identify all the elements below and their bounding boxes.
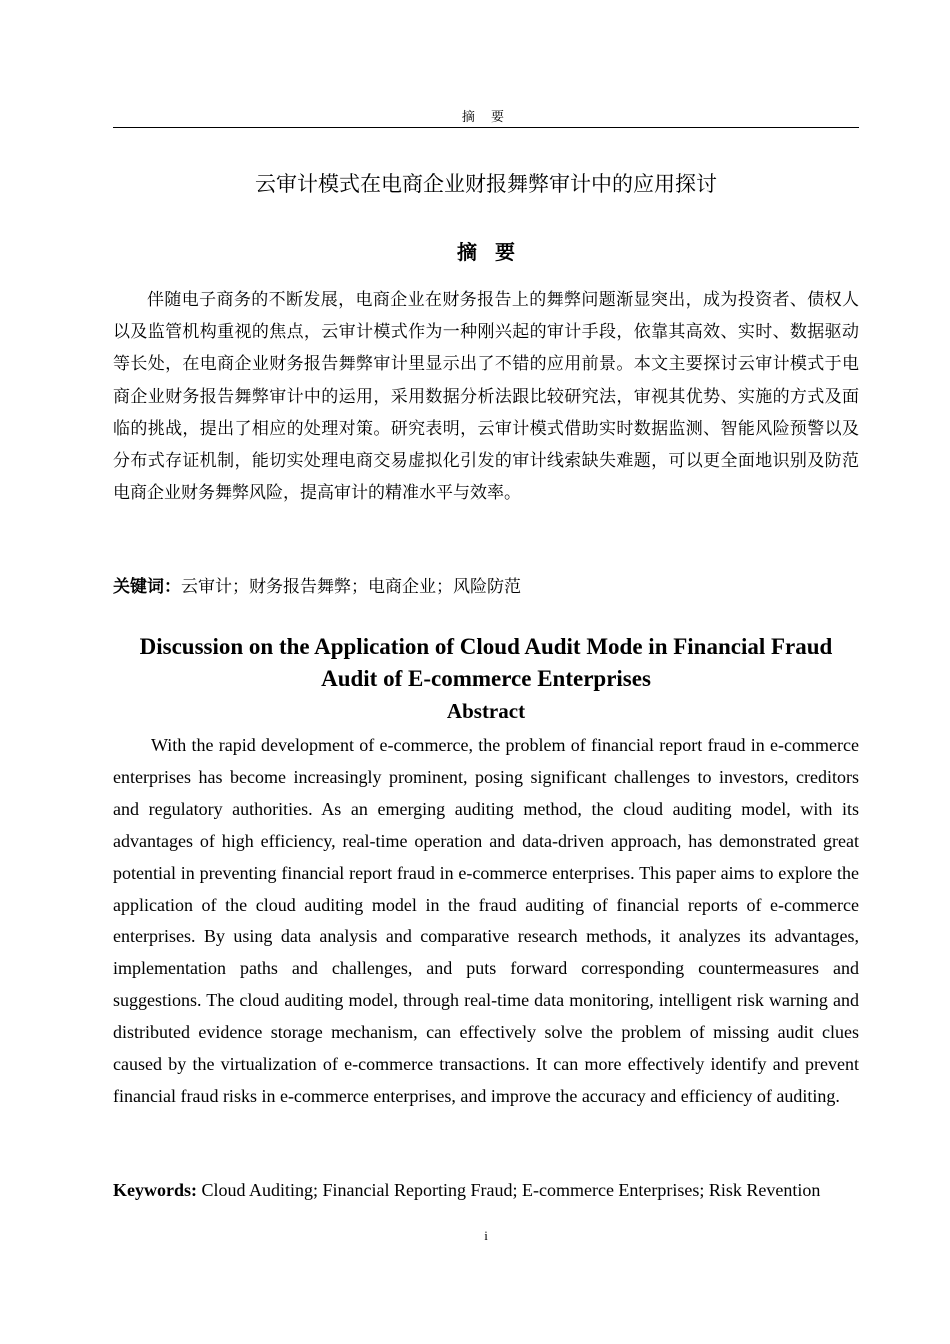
chinese-keywords	[113, 572, 859, 597]
english-abstract-heading: Abstract	[446, 699, 526, 723]
english-keywords	[113, 1180, 873, 1201]
chinese-keywords-label: 关键词：	[113, 577, 181, 597]
english-abstract-body: With the rapid development of e-commerce, the problem of financial report fraud in e-commerce enterprises has become increasingly prominent, posing significant challenges to investors, creditors and regulatory authorities. As an emerging auditing method, the cloud auditing model, with its advantages of high efficiency, real-time operation and data-driven approach, has demonstrated great potential in preventing financial report fraud in e-commerce enterprises. This paper aims to explore the application of the cloud auditing model in the fraud auditing of financial reports of e-commerce enterprises. By using data analysis and comparative research methods, it analyzes its advantages, implementation paths and challenges, and puts forward corresponding countermeasures and suggestions. The cloud auditing model, through real-time data monitoring, intelligent risk warning and distributed evidence storage mechanism, can effectively solve the problem of missing audit clues caused by the virtualization of e-commerce transactions. It can more effectively identify and prevent financial fraud risks in e-commerce enterprises, and improve the accuracy and efficiency of auditing.	[113, 735, 859, 1106]
chinese-abstract-body: 伴随电子商务的不断发展，电商企业在财务报告上的舞弊问题渐显突出，成为投资者、债权人以及监管机构重视的焦点，云审计模式作为一种刚兴起的审计手段，依靠其高效、实时、数据驱动等长处，在电商企业财务报告舞弊审计里显示出了不错的应用前景。本文主要探讨云审计模式于电商企业财务报告舞弊审计中的运用，采用数据分析法跟比较研究法，审视其优势、实施的方式及面临的挑战，提出了相应的处理对策。研究表明，云审计模式借助实时数据监测、智能风险预警以及分布式存证机制，能切实处理电商交易虚拟化引发的审计线索缺失难题，可以更全面地识别及防范电商企业财务舞弊风险，提高审计的精准水平与效率。	[113, 290, 859, 504]
english-title: Discussion on the Application of Cloud Audit Mode in Financial Fraud Audit of E-commerce Enterprises	[139, 634, 833, 691]
chinese-keywords-values: 云审计；财务报告舞弊；电商企业；风险防范	[181, 577, 521, 597]
chinese-abstract-heading: 摘要	[457, 240, 533, 264]
english-keywords-values: Cloud Auditing; Financial Reporting Fraud; E-commerce Enterprises; Risk Revention	[201, 1180, 821, 1200]
running-header: 摘 要	[461, 110, 511, 125]
english-keywords-label: Keywords:	[113, 1180, 197, 1200]
header-rule	[113, 127, 859, 128]
page-number: i	[484, 1228, 488, 1243]
chinese-title: 云审计模式在电商企业财报舞弊审计中的应用探讨	[255, 172, 717, 196]
